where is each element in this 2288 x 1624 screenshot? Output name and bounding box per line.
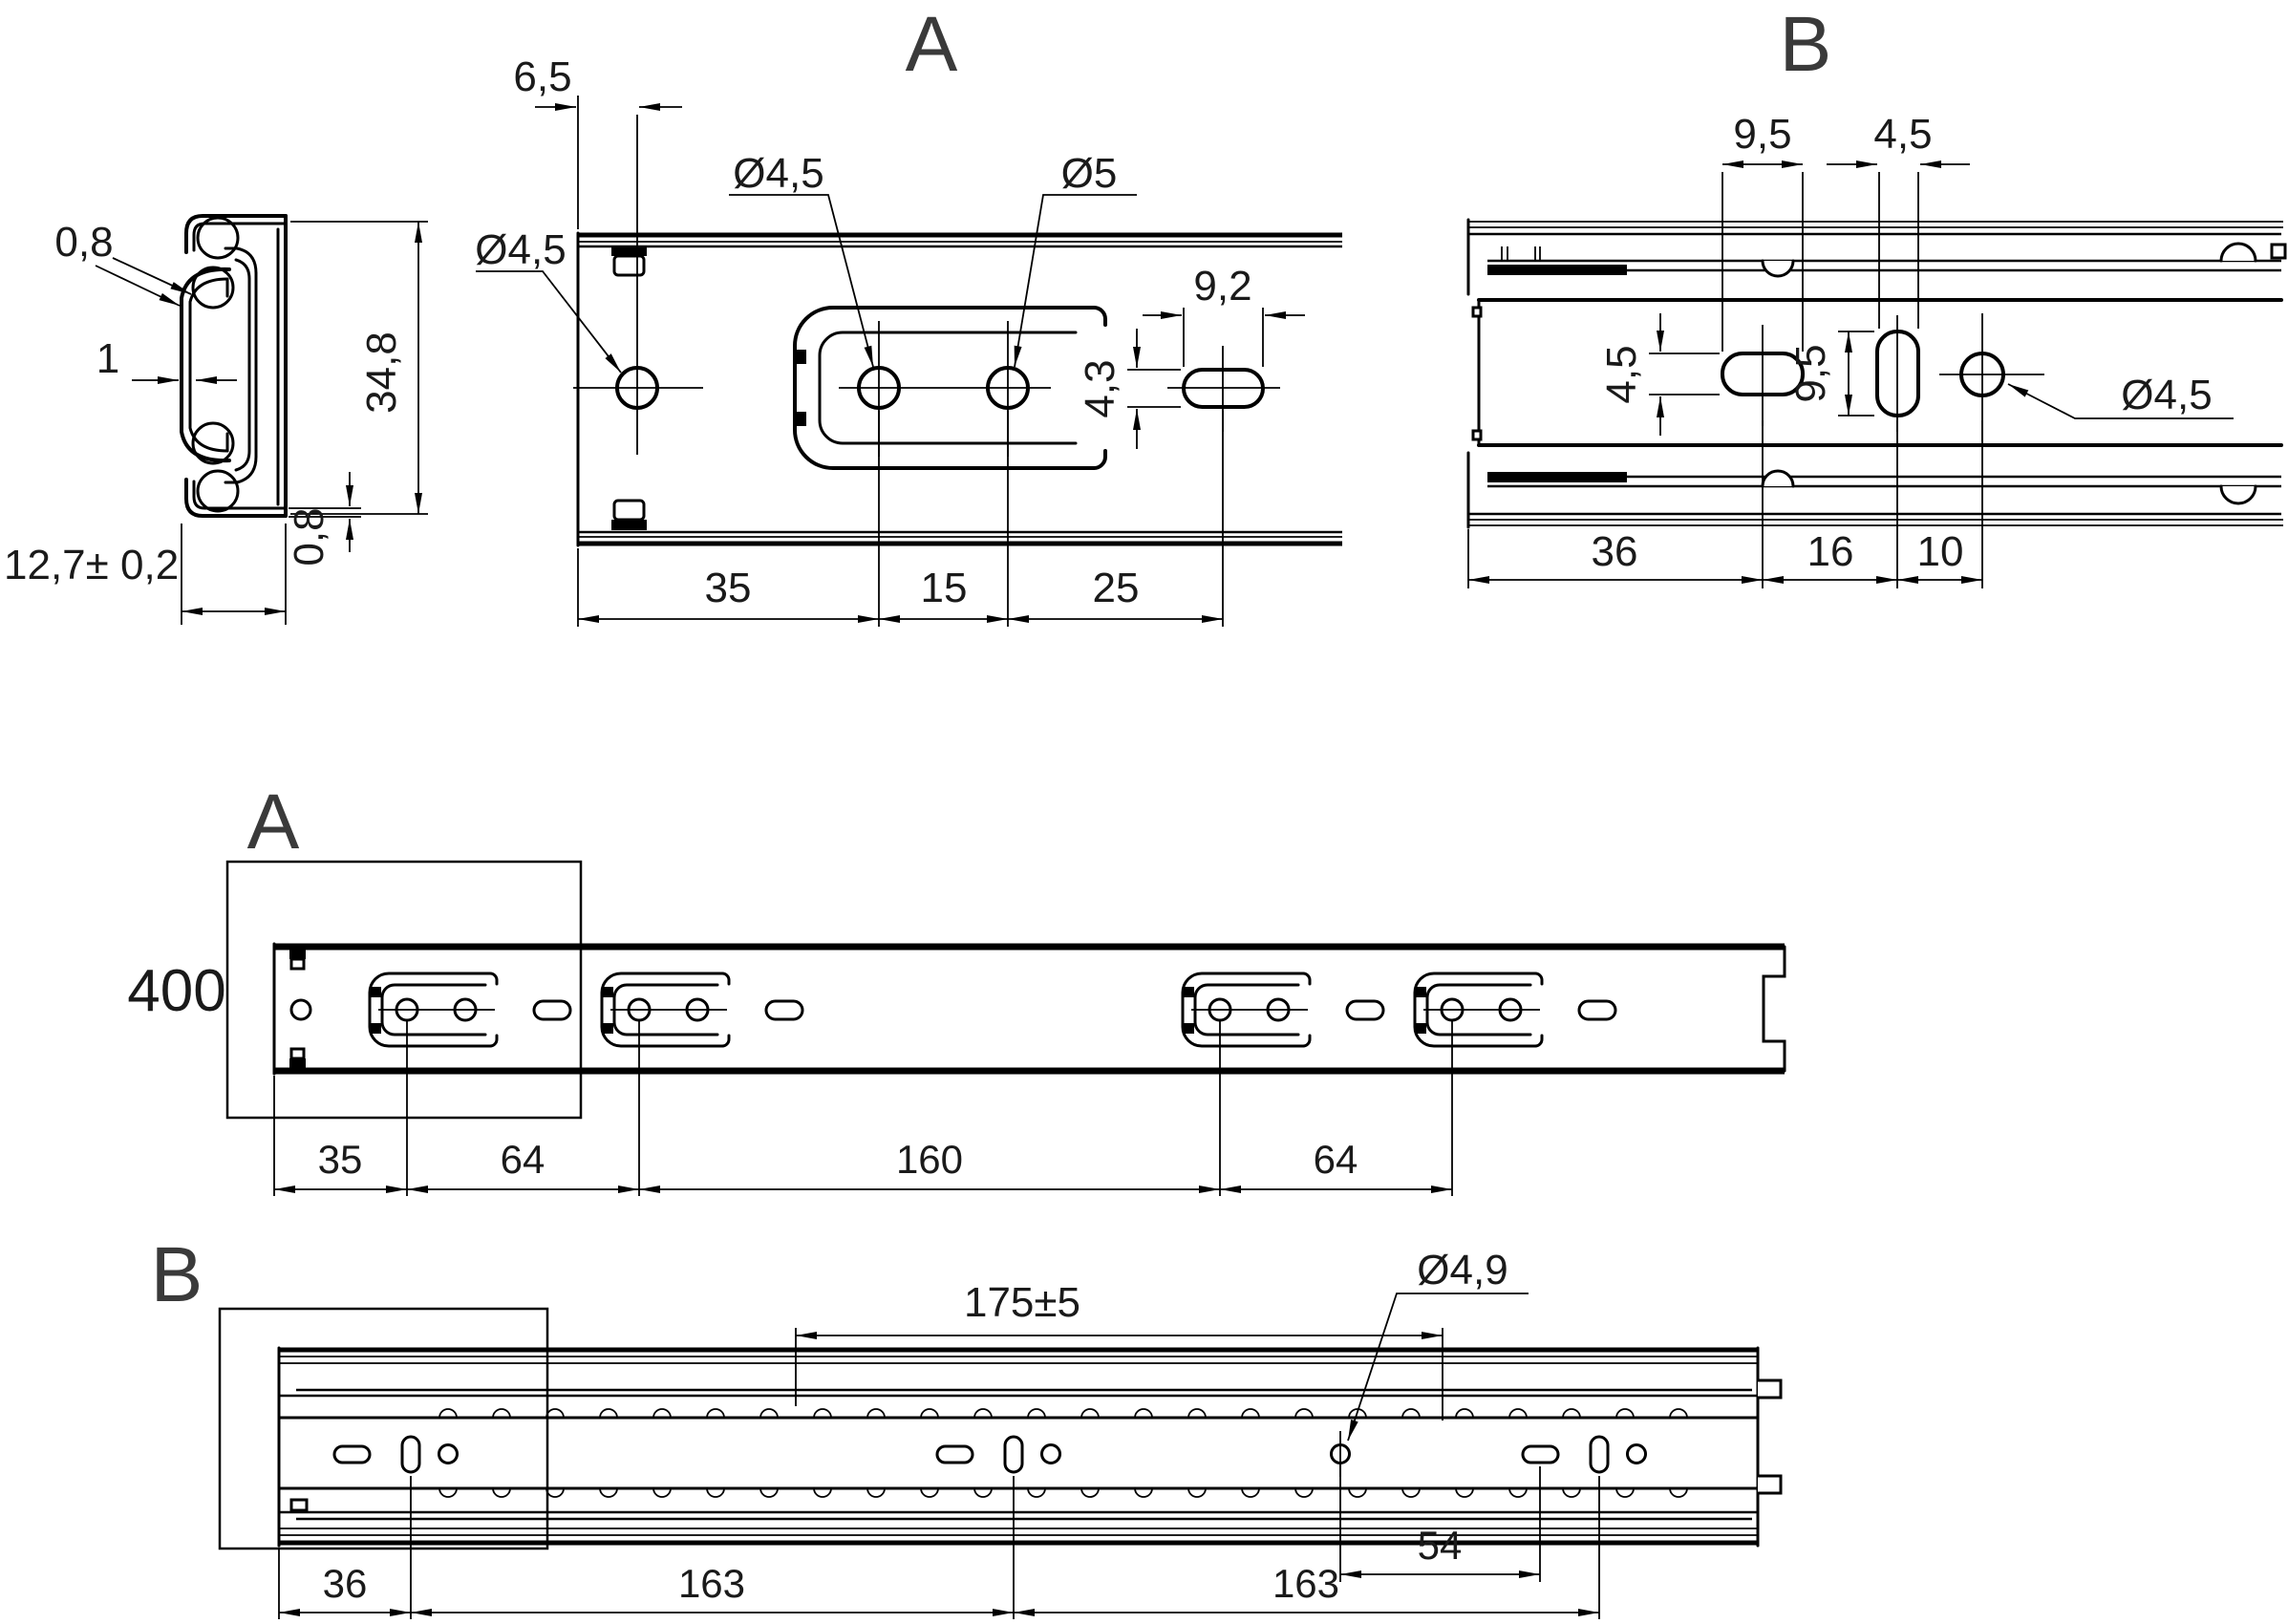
leader-thickness-top-2 — [113, 258, 191, 294]
dim-a-pitch2: 15 — [920, 565, 968, 611]
dim-vb-travel: 175±5 — [963, 1279, 1081, 1326]
dim-a-pitch1: 35 — [704, 565, 752, 611]
leader-hole-2 — [1015, 195, 1137, 367]
leader-hole-edge — [476, 271, 621, 373]
dim-slot1-height: 4,5 — [1598, 345, 1645, 404]
dim-slot2-width: 4,5 — [1873, 111, 1933, 158]
dim-oval-width: 9,2 — [1193, 263, 1252, 310]
detail-a-box — [227, 862, 581, 1118]
tab-bottom — [614, 501, 644, 520]
dim-vb-pitch-mid: 54 — [1417, 1523, 1463, 1568]
dim-sheet-thickness-bottom: 0,8 — [286, 507, 332, 566]
va-edge-hole — [291, 1000, 310, 1019]
ball-bump-bot-left — [1763, 471, 1793, 486]
vb-end-notch-top — [1758, 1380, 1781, 1398]
rail-va-end-bracket — [1764, 947, 1785, 1071]
dim-sheet-thickness-mid: 1 — [96, 335, 120, 382]
dim-b-pitch1: 36 — [1591, 528, 1638, 575]
dim-hole-2: Ø5 — [1060, 150, 1118, 197]
dim-vb-pitch3: 163 — [1272, 1561, 1340, 1606]
dim-hole-b: Ø4,5 — [2121, 372, 2213, 418]
leader-hole-1 — [729, 195, 873, 367]
vb-tab — [291, 1500, 307, 1510]
dim-va-pitch1: 35 — [317, 1137, 363, 1182]
vb-hole-group-3 — [1523, 1437, 1646, 1472]
slot-hook-top — [1094, 308, 1105, 325]
dim-sheet-thickness-top: 0,8 — [54, 219, 114, 266]
leader-thickness-top-1 — [96, 266, 180, 306]
rail-b-steps — [1502, 246, 1540, 260]
middle-member-top-inner — [236, 260, 249, 279]
detail-b-view — [1468, 1, 2285, 588]
va-hole-group-2 — [602, 973, 802, 1046]
rail-b-end-hook — [2272, 245, 2285, 258]
cross-section-view — [4, 216, 428, 625]
dim-va-pitch2: 64 — [500, 1137, 545, 1182]
tab-bottom-black — [611, 520, 647, 530]
dim-b-pitch2: 16 — [1807, 528, 1854, 575]
dim-va-pitch3: 160 — [895, 1137, 964, 1182]
va-hole-group-4 — [1415, 973, 1615, 1046]
va-hole-group-1 — [370, 973, 570, 1046]
va-hole-group-3 — [1183, 973, 1383, 1046]
detail-a-view — [475, 1, 1342, 627]
dim-a-pitch3: 25 — [1092, 565, 1140, 611]
ball-bump-bot-right — [2221, 486, 2256, 503]
tab-top — [614, 256, 644, 275]
tab-top-black — [611, 246, 647, 256]
dim-vb-hole: Ø4,9 — [1417, 1247, 1508, 1293]
slot-mark-2 — [794, 412, 806, 426]
vb-hole-group-2 — [937, 1437, 1060, 1472]
view-b-title: B — [150, 1231, 203, 1318]
middle-member-bottom-inner — [236, 279, 249, 470]
view-a-length: 400 — [127, 958, 226, 1024]
ball-bump-top-right — [2221, 244, 2256, 261]
dim-hole-1: Ø4,5 — [733, 150, 824, 197]
va-tab-bot — [291, 1049, 304, 1058]
va-tab-bot-black — [289, 1058, 306, 1068]
slot-mark-1 — [794, 350, 806, 364]
dim-b-pitch3: 10 — [1916, 528, 1964, 575]
rail-b-black-top — [1487, 265, 1627, 275]
dim-hole-edge: Ø4,5 — [475, 226, 567, 273]
dim-va-pitch4: 64 — [1313, 1137, 1358, 1182]
rail-b-notch-1 — [1473, 308, 1481, 316]
dim-edge-offset: 6,5 — [513, 53, 572, 100]
ball-bump-top-left — [1763, 261, 1793, 276]
slot-hook-bottom — [1094, 451, 1105, 468]
full-view-b — [151, 1231, 1781, 1619]
dim-vb-pitch1: 36 — [322, 1561, 368, 1606]
detail-a-title: A — [905, 1, 958, 88]
va-tab-top — [291, 959, 304, 969]
vb-end-notch-bot — [1758, 1476, 1781, 1493]
dim-slot1-width: 9,5 — [1733, 111, 1792, 158]
dim-slot2-height: 9,5 — [1787, 344, 1834, 403]
full-view-a — [127, 779, 1785, 1196]
view-a-title: A — [246, 779, 300, 865]
dim-total-height: 34,8 — [358, 331, 405, 414]
dim-oval-height: 4,3 — [1077, 359, 1123, 418]
dim-vb-pitch2: 163 — [677, 1561, 746, 1606]
vb-hole-group-1 — [334, 1437, 458, 1472]
detail-b-title: B — [1779, 1, 1832, 88]
rail-b-notch-2 — [1473, 431, 1481, 439]
ball-bottom-outer — [198, 471, 238, 511]
rail-b-black-bot — [1487, 472, 1627, 482]
dim-total-width: 12,7± 0,2 — [4, 542, 180, 588]
